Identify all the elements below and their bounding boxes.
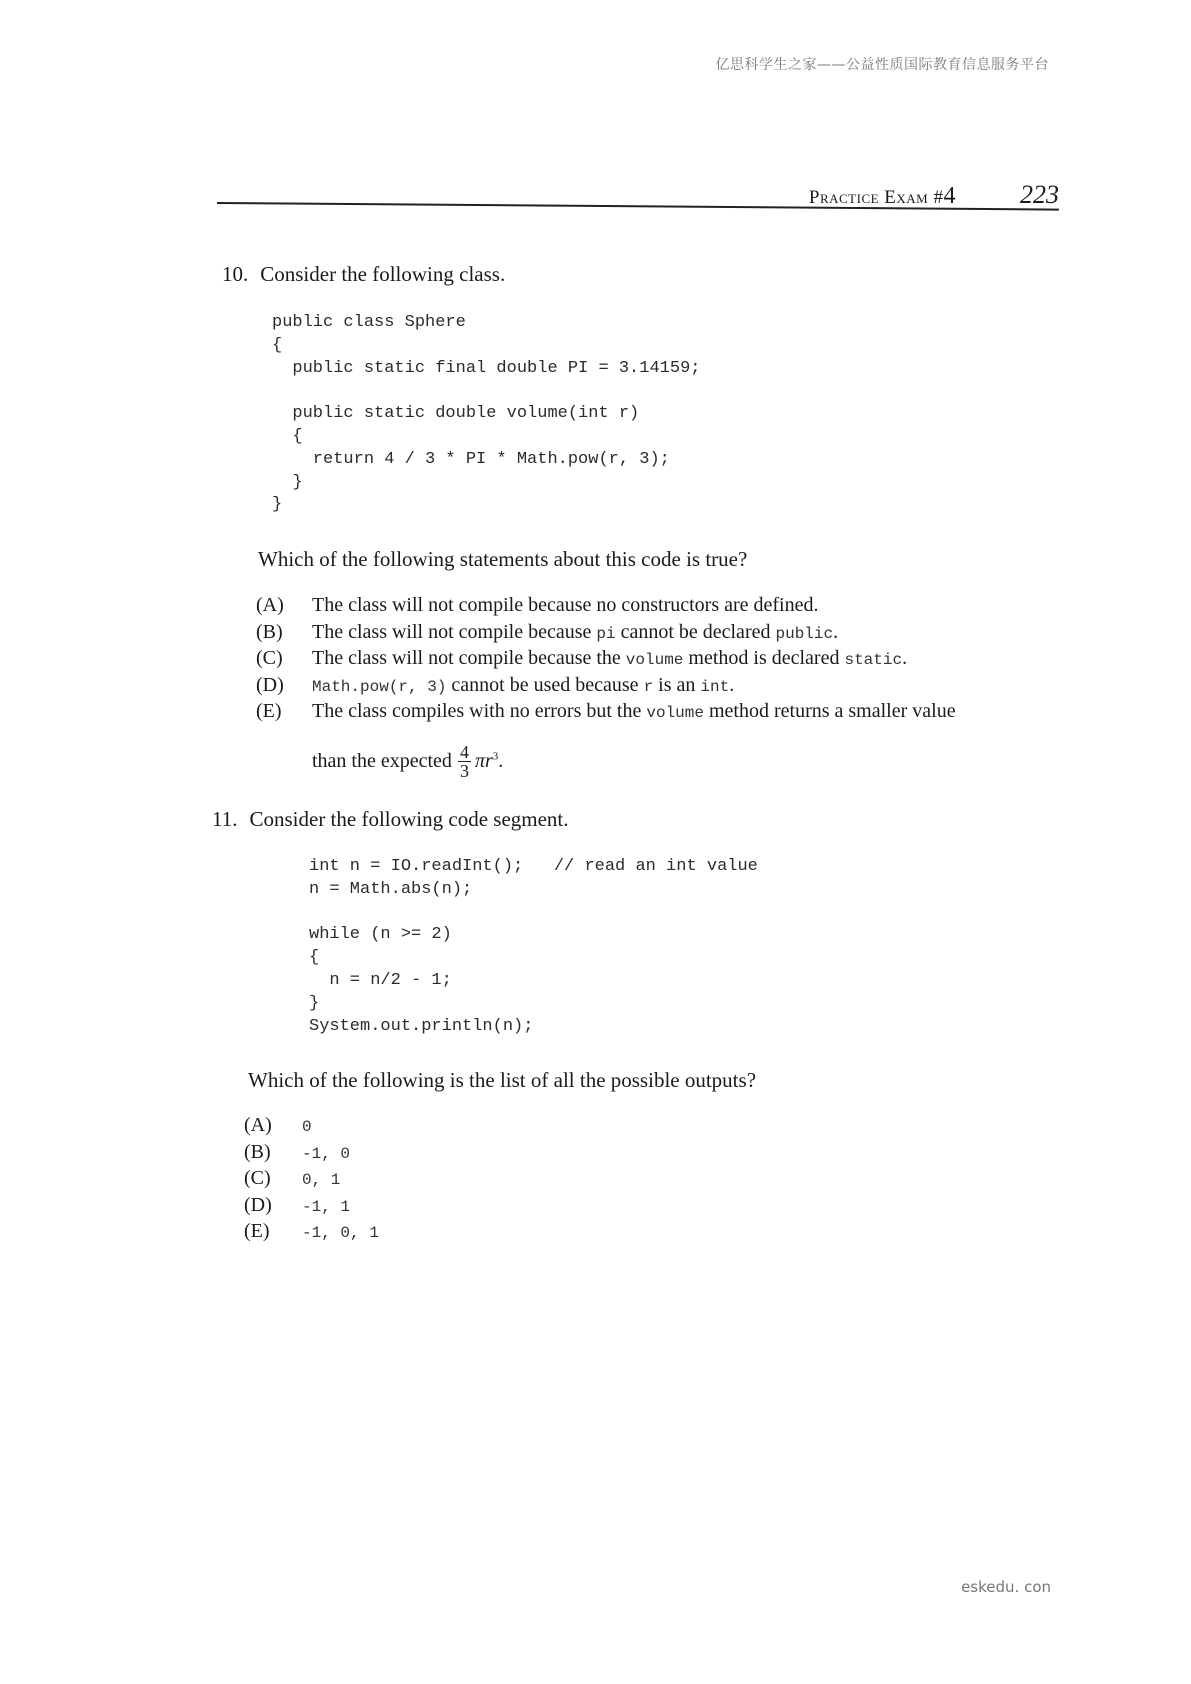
fraction-numerator: 4 xyxy=(459,741,469,762)
choice-text-part: is an xyxy=(653,673,701,696)
choice-letter: (C) xyxy=(244,1167,271,1189)
inline-code: Math.pow(r, 3) xyxy=(312,677,447,696)
choice-letter: (C) xyxy=(256,647,283,669)
exam-number: 4 xyxy=(943,183,956,209)
choice-letter: (A) xyxy=(256,594,284,616)
exam-title-text: Practice Exam # xyxy=(808,187,944,208)
choice-10-e xyxy=(256,700,956,727)
choice-text-part: cannot be used because xyxy=(446,673,644,696)
choice-letter: (A) xyxy=(244,1114,272,1136)
choice-text-part: . xyxy=(833,620,839,643)
choice-10-c xyxy=(256,647,956,674)
fraction-denominator: 3 xyxy=(459,760,469,781)
choice-text-part: . xyxy=(498,749,504,772)
choice-letter: (B) xyxy=(244,1140,271,1163)
inline-code: static xyxy=(844,651,903,669)
footer-site: eskedu. con xyxy=(961,1578,1051,1596)
question-11-code: int n = IO.readInt(); // read an int value n = Math.abs(n); while (n >= 2) { n = n/2 - 1; } System.out.println(n); xyxy=(309,857,758,1036)
choice-text-part: The class will not compile because the xyxy=(312,647,626,669)
page-number: 223 xyxy=(1020,180,1059,209)
choice-text xyxy=(312,674,734,697)
choice-11-b xyxy=(244,1141,379,1168)
question-10-stem xyxy=(222,262,505,287)
choice-text-part: method returns a smaller value xyxy=(703,700,956,722)
choice-10-d xyxy=(256,674,956,701)
question-10-prompt: Which of the following statements about this code is true? xyxy=(258,547,748,571)
choice-text-part: . xyxy=(729,673,735,696)
choice-text-part: The class compiles with no errors but the xyxy=(312,700,647,722)
choice-10-b xyxy=(256,621,956,648)
choice-text-part: than the expected xyxy=(312,749,452,772)
exponent: 3 xyxy=(492,749,499,762)
inline-code: r xyxy=(643,677,654,696)
choice-text-part: The class will not compile because xyxy=(312,620,597,643)
choice-text: The class will not compile because no constructors are defined. xyxy=(312,594,819,616)
choice-10-e-continuation xyxy=(256,743,956,780)
choice-letter: (E) xyxy=(244,1220,270,1242)
choice-text: -1, 1 xyxy=(302,1197,351,1216)
choice-letter: (E) xyxy=(256,700,282,722)
choice-text: 0 xyxy=(302,1118,312,1136)
choice-11-d xyxy=(244,1194,379,1221)
question-10-text: Consider the following class. xyxy=(260,262,506,286)
choice-letter: (D) xyxy=(256,673,284,696)
choice-text-part: . xyxy=(902,647,908,669)
choice-11-e xyxy=(244,1220,379,1247)
choice-11-c xyxy=(244,1167,379,1194)
running-head xyxy=(809,180,1059,210)
choice-letter: (B) xyxy=(256,620,283,643)
pi-r-cubed xyxy=(475,750,498,773)
choice-letter: (D) xyxy=(244,1193,272,1216)
choice-text: -1, 0 xyxy=(302,1144,351,1163)
fraction-four-thirds xyxy=(458,743,471,780)
question-11-choices xyxy=(244,1114,379,1247)
question-11-text: Consider the following code segment. xyxy=(249,807,569,831)
question-11-prompt: Which of the following is the list of all the possible outputs? xyxy=(248,1068,757,1092)
question-10-number: 10. xyxy=(222,262,249,286)
question-10-code: public class Sphere { public static final double PI = 3.14159; public static double volume(int r) { return 4 / 3 * PI * Math.pow(r, 3); } } xyxy=(272,313,701,515)
choice-text xyxy=(312,700,956,723)
inline-code: volume xyxy=(625,651,684,669)
choice-text-part: cannot be declared xyxy=(615,620,776,643)
choice-text xyxy=(312,647,907,670)
choice-text xyxy=(312,621,838,644)
choice-10-a xyxy=(256,594,956,621)
choice-text: -1, 0, 1 xyxy=(302,1224,379,1242)
inline-code: pi xyxy=(596,624,616,643)
inline-code: int xyxy=(700,677,730,696)
question-11-stem xyxy=(212,807,569,832)
watermark-text: 亿思科学生之家——公益性质国际教育信息服务平台 xyxy=(715,57,1049,73)
question-11-number: 11. xyxy=(212,807,238,831)
inline-code: public xyxy=(775,624,834,643)
inline-code: volume xyxy=(646,704,704,722)
pi-r: πr xyxy=(474,749,493,772)
choice-text-part: method is declared xyxy=(683,647,845,669)
choice-11-a xyxy=(244,1114,379,1141)
choice-text: 0, 1 xyxy=(302,1171,341,1189)
question-10-choices xyxy=(256,594,956,780)
